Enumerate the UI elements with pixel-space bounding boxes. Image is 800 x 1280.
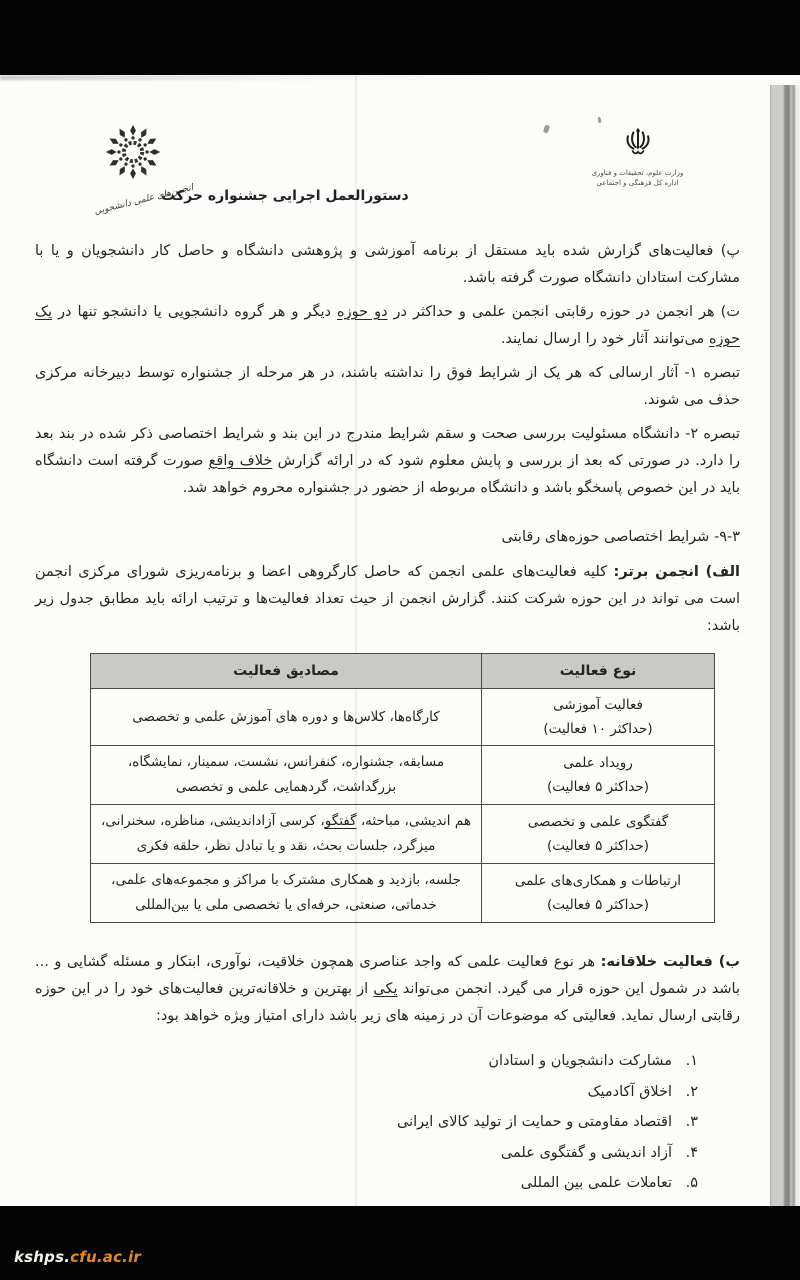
ministry-logo-block [575, 127, 700, 188]
underlined-phrase: دو حوزه [337, 304, 388, 320]
activity-type-cell: فعالیت آموزشی (حداکثر ۱۰ فعالیت) [482, 689, 715, 746]
watermark-prefix: kshps. [14, 1248, 71, 1266]
association-calligraphy: انجمن‌های علمی دانشجویی [93, 182, 195, 218]
list-item: ۱.مشارکت دانشجویان و استادان [488, 1053, 698, 1069]
note-1: تبصره ۱- آثار ارسالی که هر یک از شرایط فوق را نداشته باشند، در هر مرحله از جشنواره توسط دبیرخانه مرکزی حذف می شوند. [35, 365, 740, 408]
underlined-phrase: یکی [373, 981, 398, 997]
underlined-phrase: یک حوزه [35, 304, 740, 347]
underlined-phrase: گفتگو [324, 813, 357, 829]
paragraph-be: ب) فعالیت خلاقانه: هر نوع فعالیت علمی که واجد عناصری همچون خلاقیت، نوآوری، ابتکار و مسئله گشایی و ... باشد در شمول این حوزه قرار می گیرد. انجمن می‌تواند یکی از بهترین و خلاقانه‌ترین فعالیت‌های خود را در این حوزه رقابتی ارسال نماید. فعالیتی که موضوعات آن در زمینه های زیر باشد دارای امتیاز ویژه خواهد بود: [35, 954, 740, 1024]
activity-examples-cell: کارگاه‌ها، کلاس‌ها و دوره های آموزش علمی و تخصصی [91, 689, 482, 746]
document-title: دستورالعمل اجرایی جشنواره حرکت [161, 188, 409, 204]
page-edge-shadow [770, 85, 800, 1206]
activities-table [90, 653, 715, 923]
table-row [91, 864, 715, 923]
paragraph-pe: پ) فعالیت‌های گزارش شده باید مستقل از برنامه آموزشی و پژوهشی دانشگاه و حاصل کار دانشجویان و یا با مشارکت استادان دانشگاه صورت گرفته باشد. [35, 243, 740, 286]
table-row [91, 689, 715, 746]
paragraph-alef-lead: الف) انجمن برتر: [613, 564, 740, 580]
underlined-phrase: خلاف واقع [208, 453, 273, 469]
watermark-domain: cfu.ac.ir [70, 1248, 142, 1266]
column-header-activity-type: نوع فعالیت [482, 654, 715, 689]
activity-type-cell: گفتگوی علمی و تخصصی (حداکثر ۵ فعالیت) [482, 805, 715, 864]
column-header-activity-examples: مصادیق فعالیت [91, 654, 482, 689]
table-row [91, 805, 715, 864]
table-header-row [91, 654, 715, 689]
section-heading: ۹-۳- شرایط اختصاصی حوزه‌های رقابتی [501, 529, 740, 545]
special-topics-list [35, 1046, 740, 1229]
top-black-bar [0, 0, 800, 75]
note-2: تبصره ۲- دانشگاه مسئولیت بررسی صحت و سقم شرایط مندرج در این بند و شرایط اختصاصی ذکر شده در بند بعد را دارد. در صورتی که بعد از بررسی و پایش معلوم شود که در ارائه گزارش خلاف واقع صورت گرفته است دانشگاه باید در این خصوص پاسخگو باشد و دانشگاه مربوطه از حضور در جشنواره محروم خواهد شد. [35, 426, 740, 496]
paragraph-te: ت) هر انجمن در حوزه رقابتی انجمن علمی و حداکثر در دو حوزه دیگر و هر گروه دانشجویی یا دانشجو تنها در یک حوزه می‌توانند آثار خود را ارسال نمایند. [35, 304, 740, 347]
document-body [35, 238, 740, 1278]
scan-smudge [0, 75, 496, 80]
activity-examples-cell: مسابقه، جشنواره، کنفرانس، نشست، سمینار، نمایشگاه، بزرگداشت، گردهمایی علمی و تخصصی [91, 746, 482, 805]
ministry-office-line: اداره کل فرهنگی و اجتماعی [596, 179, 679, 187]
list-item: ۳.اقتصاد مقاومتی و حمایت از تولید کالای ایرانی [397, 1114, 698, 1130]
ministry-name-line: وزارت علوم، تحقیقات و فناوری [591, 169, 684, 177]
activity-examples-cell: هم اندیشی، مباحثه، گفتگو، کرسی آزاداندیشی، مناظره، سخنرانی، میزگرد، جلسات بحث، نقد و یا تبادل نظر، حلقه فکری [91, 805, 482, 864]
pen-mark [543, 124, 550, 133]
list-item: ۲.اخلاق آکادمیک [587, 1083, 698, 1100]
paragraph-alef: الف) انجمن برتر: کلیه فعالیت‌های علمی انجمن که حاصل کارگروهی اعضا و برنامه‌ریزی شورای مرکزی انجمن است می تواند در این حوزه شرکت کنند. گزارش انجمن از حیث تعداد فعالیت‌ها و ترتیب ارائه باید مطابق جدول زیر باشد: [35, 564, 740, 634]
activity-examples-cell: جلسه، بازدید و همکاری مشترک با مراکز و مجموعه‌های علمی، خدماتی، صنعتی، حرفه‌ای یا تخصصی ملی یا بین‌المللی [91, 864, 482, 923]
bottom-black-bar [0, 1206, 800, 1280]
activity-type-cell: ارتباطات و همکاری‌های علمی (حداکثر ۵ فعالیت) [482, 864, 715, 923]
activity-type-cell: رویداد علمی (حداکثر ۵ فعالیت) [482, 746, 715, 805]
list-item: ۵.تعاملات علمی بین المللی [520, 1175, 698, 1191]
site-watermark [14, 1248, 141, 1266]
sunburst-emblem-icon [102, 121, 164, 183]
pen-mark [598, 117, 602, 123]
list-item: ۴.آزاد اندیشی و گفتگوی علمی [500, 1144, 698, 1161]
document-page [0, 75, 800, 1206]
iran-emblem-icon [623, 127, 653, 161]
paragraph-be-lead: ب) فعالیت خلاقانه: [600, 954, 740, 970]
table-row [91, 746, 715, 805]
